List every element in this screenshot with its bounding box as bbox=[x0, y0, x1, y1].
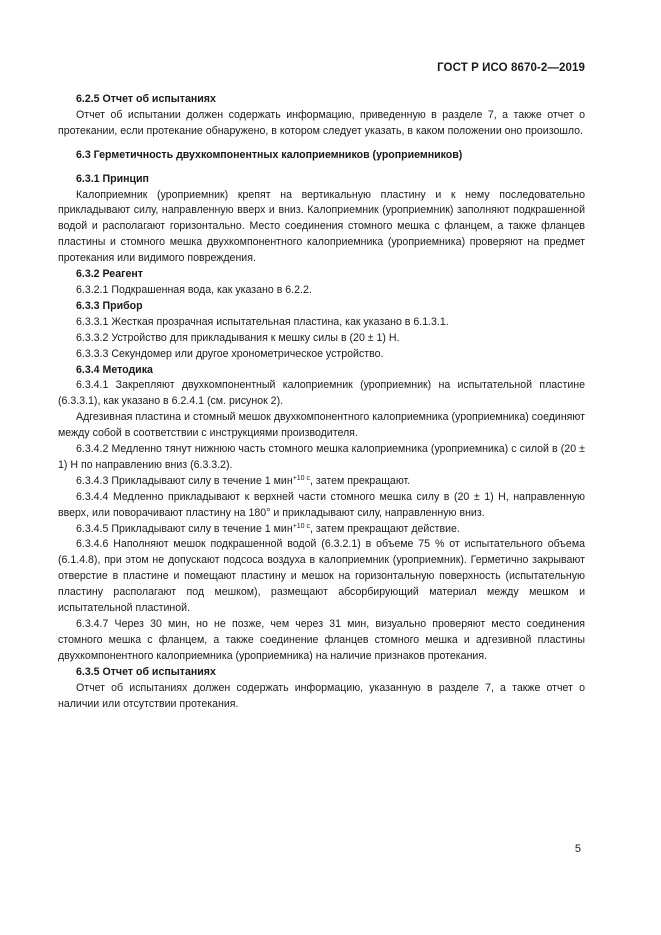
heading-6-3-3: 6.3.3 Прибор bbox=[76, 299, 143, 312]
heading-6-3: 6.3 Герметичность двухкомпонентных калоприемников (уроприемников) bbox=[76, 148, 463, 161]
document-code: ГОСТ Р ИСО 8670-2—2019 bbox=[437, 62, 585, 74]
paragraph-6-3-4-5 bbox=[58, 522, 585, 538]
paragraph-6-3-2-1: 6.3.2.1 Подкрашенная вода, как указано в 6.2.2. bbox=[76, 283, 312, 296]
paragraph-6-3-4-5-end: , затем прекращают действие. bbox=[310, 522, 460, 535]
heading-6-3-4: 6.3.4 Методика bbox=[76, 363, 153, 376]
paragraph-6-3-4-1: 6.3.4.1 Закрепляют двухкомпонентный калоприемник (уроприемник) на испытательной пластине (6.3.3.1), как указано в 6.2.4.1 (см. рисунок 2). bbox=[58, 379, 585, 408]
paragraph-6-3-4-3 bbox=[58, 474, 585, 490]
paragraph-6-3-4-1-b: Адгезивная пластина и стомный мешок двухкомпонентного калоприемника (уроприемника) соединяют между собой в соответствии с инструкциями производителя. bbox=[58, 411, 585, 440]
paragraph-6-3-1: Калоприемник (уроприемник) крепят на вертикальную пластину и к нему последовательно прикладывают силу, направленную вверх и вниз. Калоприемник (уроприемник) заполняют подкрашенной водой и располагают горизонтально. Место соединения стомного мешка с фланцем, а также фланцев пластины и стомного мешка двухкомпонентного калоприемника (уроприемника) проверяют на предмет протекания или видимого повреждения. bbox=[58, 188, 585, 265]
heading-6-3-2: 6.3.2 Реагент bbox=[76, 268, 143, 281]
paragraph-6-3-3-1: 6.3.3.1 Жесткая прозрачная испытательная пластина, как указано в 6.1.3.1. bbox=[76, 315, 449, 328]
page-number: 5 bbox=[574, 843, 581, 855]
paragraph-6-3-4-3-text: 6.3.4.3 Прикладывают силу в течение 1 мин bbox=[76, 474, 293, 487]
paragraph-6-3-3-2: 6.3.3.2 Устройство для прикладывания к мешку силы в (20 ± 1) Н. bbox=[76, 331, 400, 344]
page-content bbox=[58, 92, 585, 712]
time-tolerance-superscript: +10 с bbox=[292, 522, 311, 530]
time-tolerance-superscript: +10 с bbox=[292, 474, 311, 482]
paragraph-6-2-5: Отчет об испытании должен содержать информацию, приведенную в разделе 7, а также отчет о протекании, если протекание обнаружено, в котором следует указать, в каком положении оно произошло. bbox=[58, 108, 585, 137]
heading-6-3-5: 6.3.5 Отчет об испытаниях bbox=[76, 665, 216, 678]
paragraph-6-3-4-5-text: 6.3.4.5 Прикладывают силу в течение 1 мин bbox=[76, 522, 293, 535]
paragraph-6-3-4-3-end: , затем прекращают. bbox=[310, 474, 411, 487]
heading-6-3-1: 6.3.1 Принцип bbox=[76, 172, 149, 185]
paragraph-6-3-4-7: 6.3.4.7 Через 30 мин, но не позже, чем через 31 мин, визуально проверяют место соединения стомного мешка с фланцем, а также соединение фланцев стомного мешка и адгезивной пластины двухкомпонентного калоприемника (уроприемника) на наличие признаков протекания. bbox=[58, 618, 585, 662]
paragraph-6-3-4-6: 6.3.4.6 Наполняют мешок подкрашенной водой (6.3.2.1) в объеме 75 % от испытательного объема (6.1.4.8), при этом не допускают подсоса воздуха в калоприемник (уроприемник). Герметично закрывают отверстие в пластине и помещают пластину и мешок на горизонтальную поверхность (испытательную пластину располагают под мешком), размещают абсорбирующий материал между мешком и испытательной пластиной. bbox=[58, 538, 585, 615]
paragraph-6-3-3-3: 6.3.3.3 Секундомер или другое хронометрическое устройство. bbox=[76, 347, 384, 360]
heading-6-2-5: 6.2.5 Отчет об испытаниях bbox=[76, 93, 216, 105]
paragraph-6-3-4-2: 6.3.4.2 Медленно тянут нижнюю часть стомного мешка калоприемника (уроприемника) с силой в (20 ± 1) Н по направлению вниз (6.3.3.2). bbox=[58, 443, 585, 471]
paragraph-6-3-4-4: 6.3.4.4 Медленно прикладывают к верхней части стомного мешка силу в (20 ± 1) Н, направленную вверх, или поворачивают пластину на 180° и прикладывают силу, направленную вниз. bbox=[58, 490, 585, 519]
paragraph-6-3-5: Отчет об испытаниях должен содержать информацию, указанную в разделе 7, а также отчет о наличии или отсутствии протекания. bbox=[58, 681, 585, 710]
